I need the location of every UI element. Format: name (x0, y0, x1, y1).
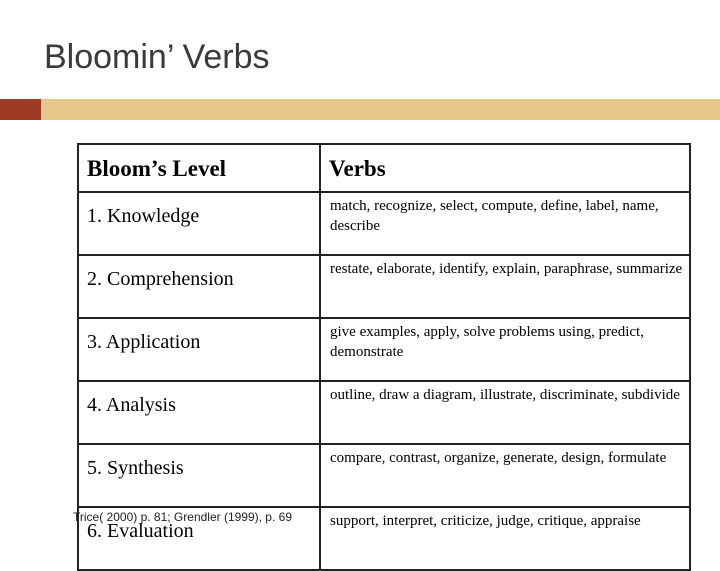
verbs-cell: restate, elaborate, identify, explain, paraphrase, summarize (320, 255, 690, 318)
verbs-cell: match, recognize, select, compute, define, label, name, describe (320, 192, 690, 255)
table-row (78, 444, 690, 507)
level-cell: 2. Comprehension (78, 255, 320, 318)
verbs-cell: give examples, apply, solve problems using, predict, demonstrate (320, 318, 690, 381)
table-row (78, 192, 690, 255)
level-cell: 3. Application (78, 318, 320, 381)
level-cell: 1. Knowledge (78, 192, 320, 255)
blooms-verbs-table (77, 143, 691, 571)
header-blooms-level: Bloom’s Level (78, 144, 320, 192)
table-header-row (78, 144, 690, 192)
level-cell: 6. Evaluation (78, 507, 320, 570)
table-row (78, 318, 690, 381)
table-row (78, 255, 690, 318)
accent-bar-dark (0, 99, 41, 120)
table-row (78, 381, 690, 444)
citation: Trice( 2000) p. 81; Grendler (1999), p. 69 (73, 510, 292, 524)
level-cell: 4. Analysis (78, 381, 320, 444)
slide-title: Bloomin’ Verbs (44, 38, 270, 76)
verbs-cell: support, interpret, criticize, judge, critique, appraise (320, 507, 690, 570)
header-verbs: Verbs (320, 144, 690, 192)
verbs-cell: outline, draw a diagram, illustrate, discriminate, subdivide (320, 381, 690, 444)
level-cell: 5. Synthesis (78, 444, 320, 507)
accent-bar-light (41, 99, 720, 120)
verbs-cell: compare, contrast, organize, generate, design, formulate (320, 444, 690, 507)
